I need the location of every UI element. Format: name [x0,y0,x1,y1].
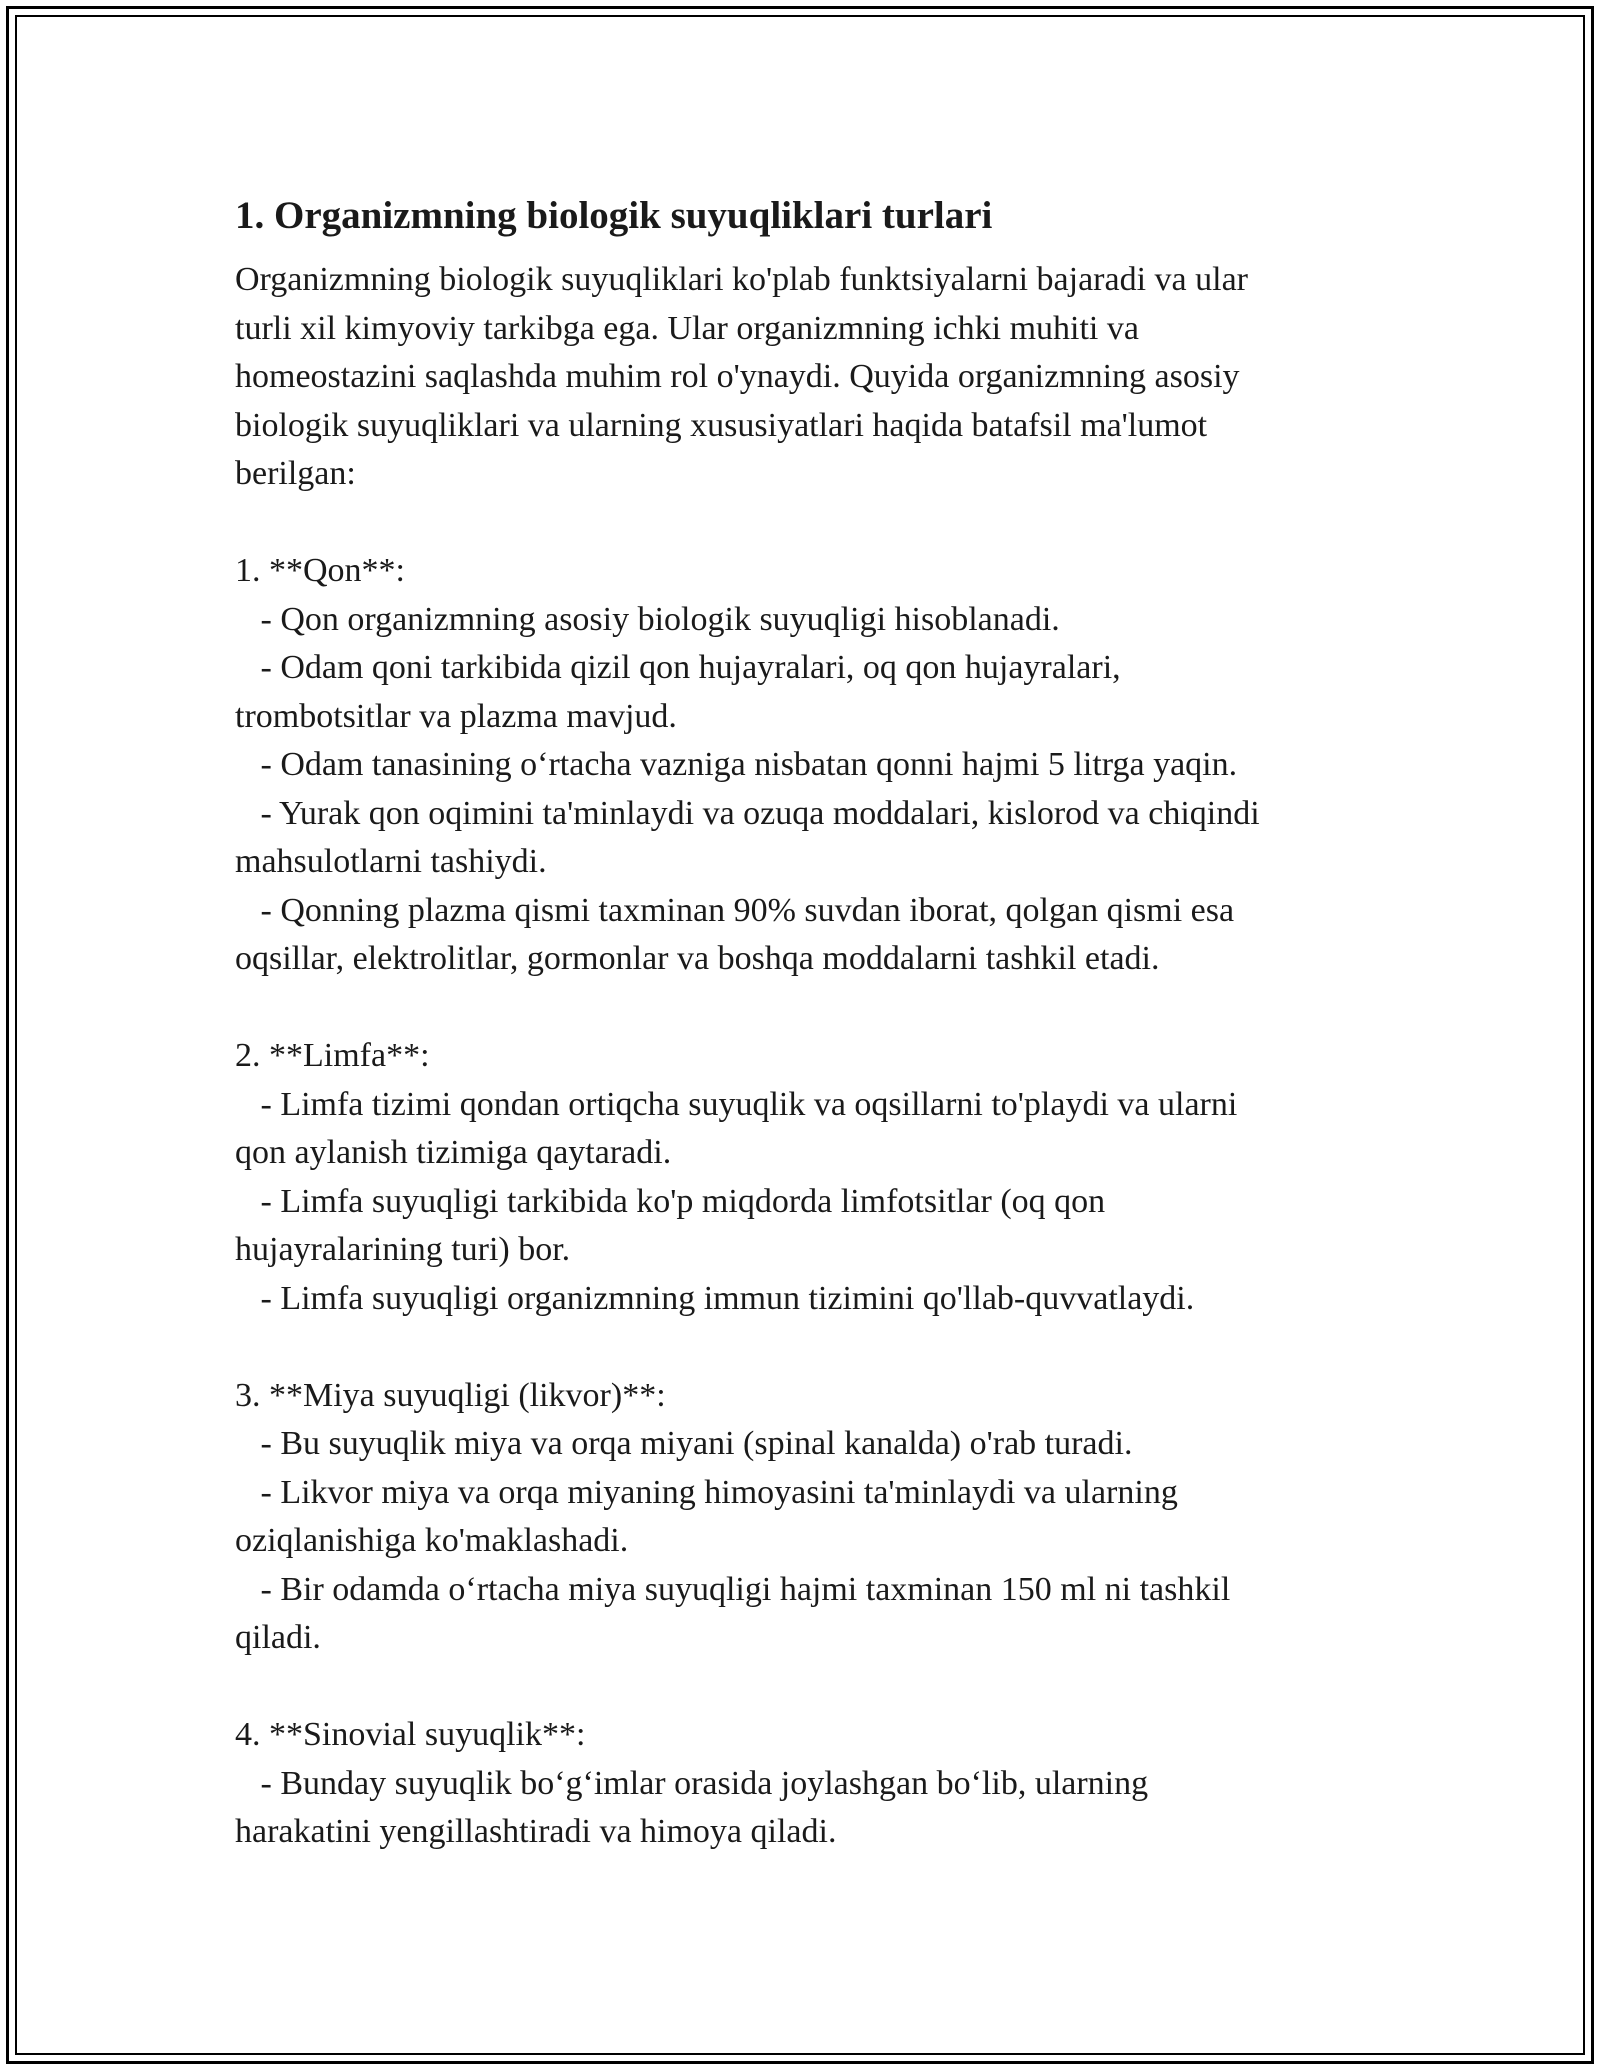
document-title: 1. Organizmning biologik suyuqliklari turlari [235,194,993,237]
document-content [235,188,1375,1857]
document-body: Organizmning biologik suyuqliklari ko'plab funktsiyalarni bajaradi va ular turli xil kimyoviy tarkibga ega. Ular organizmning ichki muhiti va homeostazini saqlashda muhim rol o'ynaydi. Quyida organizmning asosiy biologik suyuqliklari va ularning xususiyatlari haqida batafsil ma'lumot berilgan: 1. **Qon**: - Qon organizmning asosiy biologik suyuqligi hisoblanadi. - Odam qoni tarkibida qizil qon hujayralari, oq qon hujayralari, trombotsitlar va plazma mavjud. - Odam tanasining o‘rtacha vazniga nisbatan qonni hajmi 5 litrga yaqin. - Yurak qon oqimini ta'minlaydi va ozuqa moddalari, kislorod va chiqindi mahsulotlarni tashiydi. - Qonning plazma qismi taxminan 90% suvdan iborat, qolgan qismi esa oqsillar, elektrolitlar, gormonlar va boshqa moddalarni tashkil etadi. 2. **Limfa**: - Limfa tizimi qondan ortiqcha suyuqlik va oqsillarni to'playdi va ularni qon aylanish tizimiga qaytaradi. - Limfa suyuqligi tarkibida ko'p miqdorda limfotsitlar (oq qon hujayralarining turi) bor. - Limfa suyuqligi organizmning immun tizimini qo'llab-quvvatlaydi. 3. **Miya suyuqligi (likvor)**: - Bu suyuqlik miya va orqa miyani (spinal kanalda) o'rab turadi. - Likvor miya va orqa miyaning himoyasini ta'minlaydi va ularning oziqlanishiga ko'maklashadi. - Bir odamda o‘rtacha miya suyuqligi hajmi taxminan 150 ml ni tashkil qiladi. 4. **Sinovial suyuqlik**: - Bunday suyuqlik bo‘g‘imlar orasida joylashgan bo‘lib, ularning harakatini yengillashtiradi va himoya qiladi. [235,261,1260,1850]
